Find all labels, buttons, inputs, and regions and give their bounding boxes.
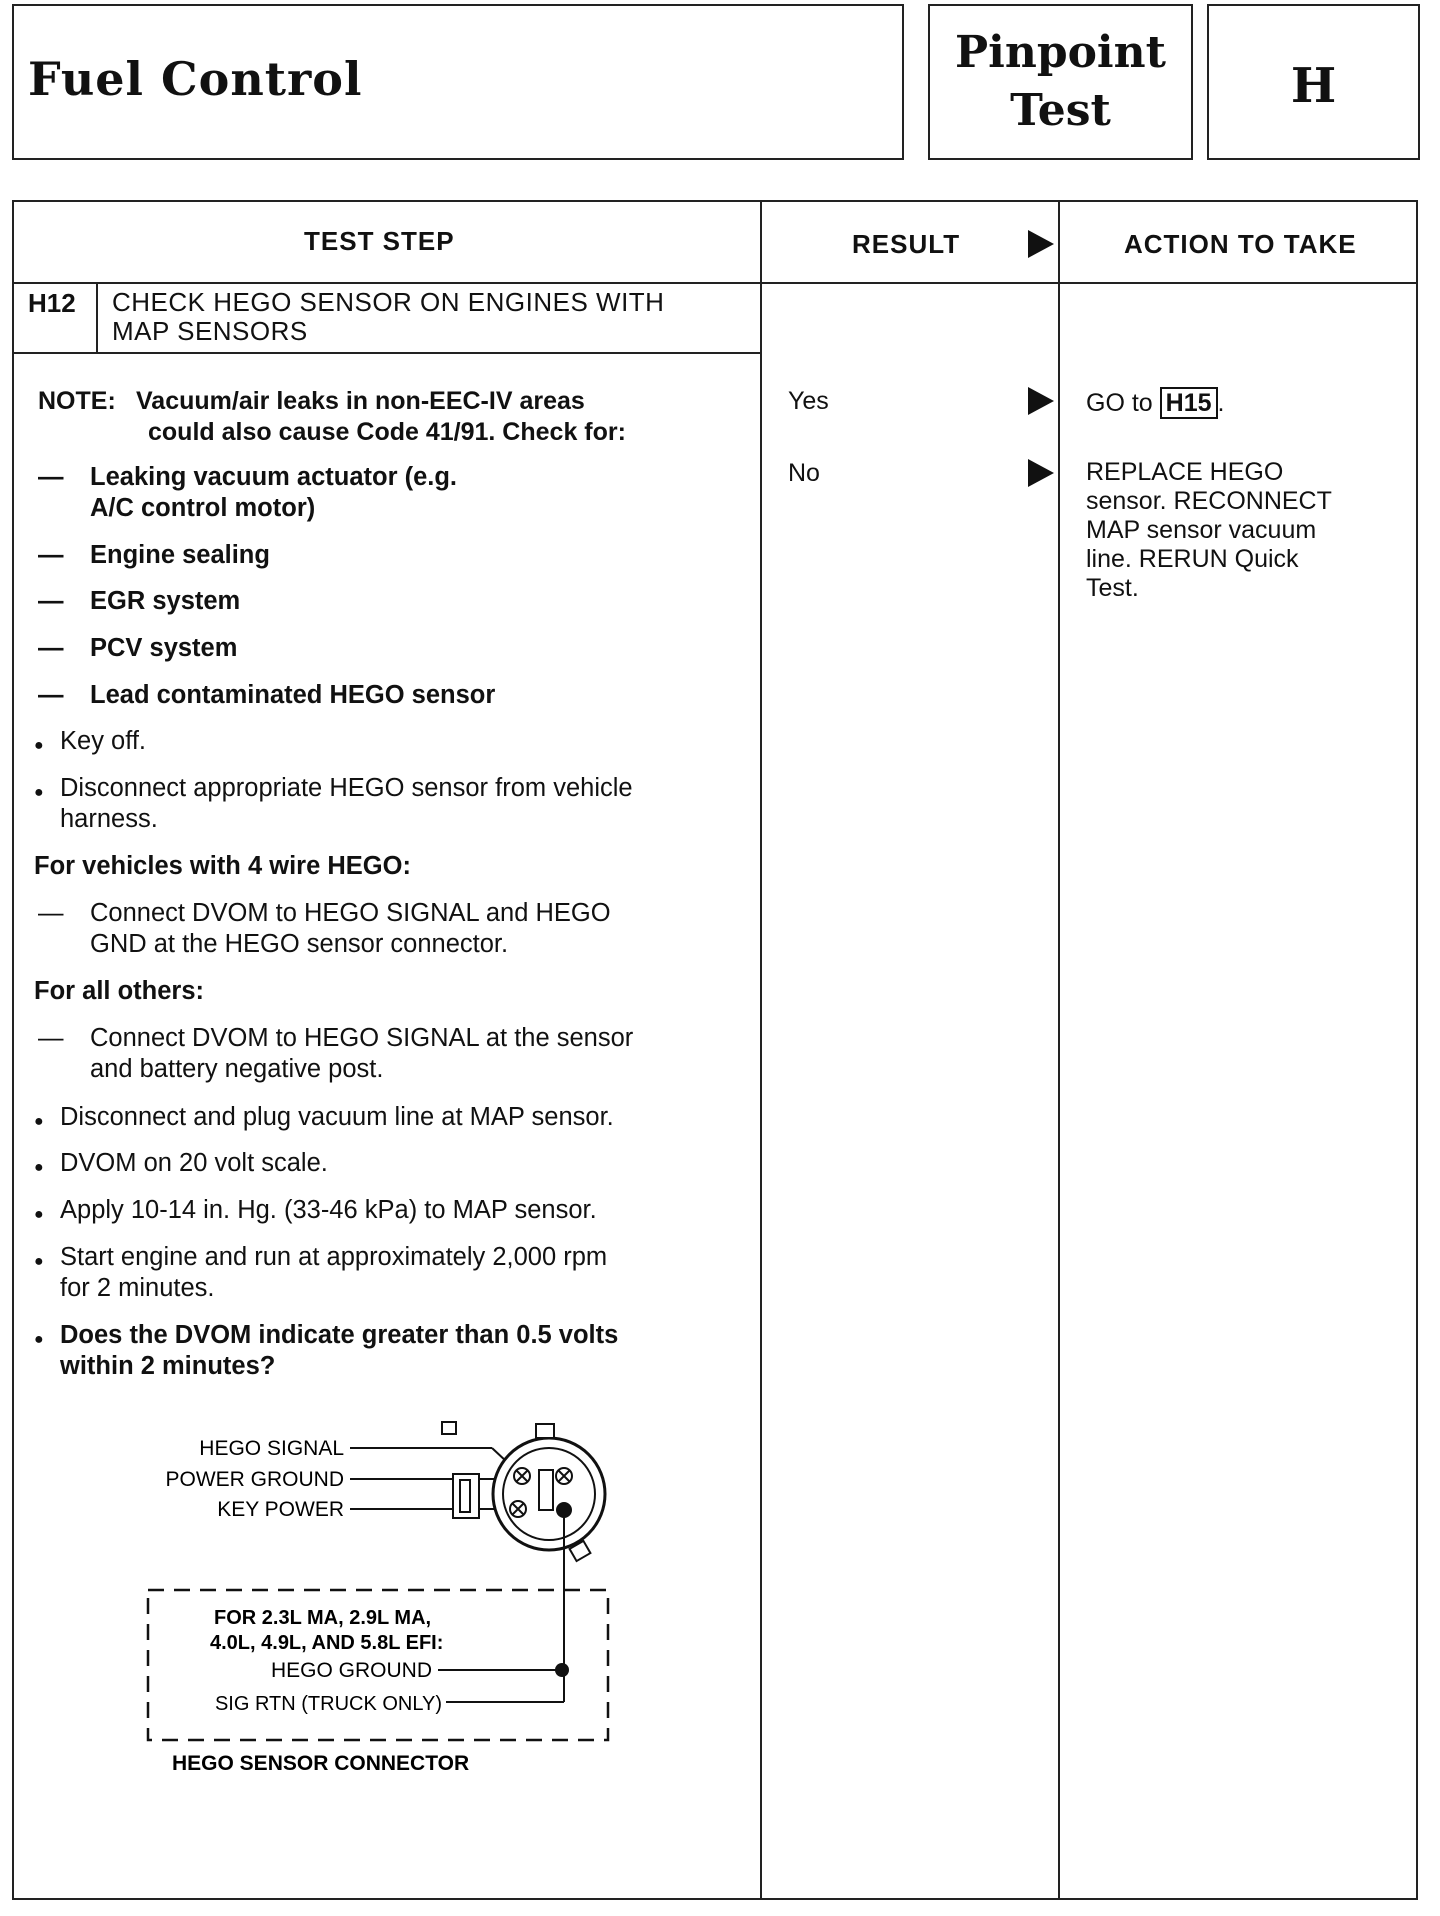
step-title: [112, 288, 664, 346]
pinpoint-test-label: [930, 24, 1191, 140]
check-item-4: [38, 633, 738, 664]
apply-vacuum-text: Apply 10-14 in. Hg. (33-46 kPa) to MAP sensor.: [60, 1196, 597, 1224]
step-start-engine: [34, 1242, 734, 1304]
step-plug-vacuum: [34, 1102, 734, 1133]
check-item-1-line2: A/C control motor): [90, 494, 316, 522]
step-apply-vacuum: [34, 1195, 734, 1226]
check-item-2-line1: Engine sealing: [90, 541, 270, 569]
bullet-icon: ●: [34, 1331, 44, 1348]
others-line1: Connect DVOM to HEGO SIGNAL at the sensor: [90, 1024, 634, 1052]
dash-marker: —: [38, 1024, 64, 1052]
section-letter: H: [1290, 58, 1337, 114]
action-no-line4: line. RERUN Quick: [1086, 545, 1299, 573]
check-item-5: [38, 680, 738, 711]
goto-h15-link[interactable]: H15: [1160, 387, 1218, 419]
step-header-divider: [14, 352, 760, 354]
step-disconnect-sensor: [34, 773, 734, 835]
step-question: [34, 1320, 734, 1382]
step-four-wire-connect: [38, 898, 738, 960]
bullet-icon: ●: [34, 1113, 44, 1130]
label-key-power: KEY POWER: [217, 1498, 344, 1521]
note-line1: Vacuum/air leaks in non-EEC-IV areas: [136, 387, 585, 415]
action-no-line5: Test.: [1086, 574, 1139, 602]
check-item-3: [38, 586, 738, 617]
hego-connector-diagram: [114, 1402, 634, 1782]
step-others-connect: [38, 1023, 738, 1085]
dash-marker: —: [38, 634, 64, 662]
dash-marker: —: [38, 681, 64, 709]
dash-marker: —: [38, 587, 64, 615]
check-item-1-line1: Leaking vacuum actuator (e.g.: [90, 463, 458, 491]
note-text: [136, 386, 626, 448]
label-hego-ground: HEGO GROUND: [270, 1659, 432, 1682]
four-wire-line2: GND at the HEGO sensor connector.: [90, 930, 509, 958]
step-id-divider: [96, 282, 98, 352]
box-line1: FOR 2.3L MA, 2.9L MA,: [214, 1607, 432, 1629]
header-row-divider: [14, 282, 1416, 284]
step-key-off: [34, 726, 734, 757]
action-no: [1086, 458, 1332, 603]
key-off-text: Key off.: [60, 727, 147, 755]
step-id: H12: [28, 288, 76, 318]
others-heading: For all others:: [34, 977, 205, 1005]
action-yes: [1086, 388, 1224, 419]
four-wire-line1: Connect DVOM to HEGO SIGNAL and HEGO: [90, 899, 611, 927]
dash-marker: —: [38, 463, 64, 491]
check-item-1: [38, 462, 738, 524]
plug-vacuum-text: Disconnect and plug vacuum line at MAP sensor.: [60, 1103, 614, 1131]
action-yes-suffix: .: [1217, 389, 1225, 417]
disconnect-line1: Disconnect appropriate HEGO sensor from vehicle: [60, 774, 633, 802]
bullet-icon: ●: [34, 1253, 44, 1270]
step-dvom-scale: [34, 1148, 734, 1179]
result-yes: Yes: [788, 387, 829, 415]
four-wire-heading: For vehicles with 4 wire HEGO:: [34, 852, 411, 880]
connector-icon: [442, 1422, 605, 1561]
column-header-result: RESULT: [852, 229, 961, 259]
question-line2: within 2 minutes?: [60, 1352, 276, 1380]
action-no-line3: MAP sensor vacuum: [1086, 516, 1317, 544]
dash-marker: —: [38, 899, 64, 927]
column-divider-1: [760, 202, 762, 1898]
section-box: [1207, 4, 1420, 160]
note-line2: could also cause Code 41/91. Check for:: [148, 418, 626, 446]
step-title-line1: CHECK HEGO SENSOR ON ENGINES WITH: [112, 287, 665, 317]
box-line2: 4.0L, 4.9L, AND 5.8L EFI:: [210, 1632, 444, 1654]
dash-marker: —: [38, 541, 64, 569]
check-item-5-line1: Lead contaminated HEGO sensor: [90, 681, 496, 709]
others-line2: and battery negative post.: [90, 1055, 384, 1083]
dvom-scale-text: DVOM on 20 volt scale.: [60, 1149, 328, 1177]
note-prefix: NOTE:: [38, 387, 116, 415]
pinpoint-line1: Pinpoint: [955, 27, 1166, 78]
diagram-caption: HEGO SENSOR CONNECTOR: [172, 1752, 470, 1775]
action-yes-prefix: GO to: [1086, 389, 1153, 417]
action-no-line1: REPLACE HEGO: [1086, 458, 1284, 486]
label-hego-signal: HEGO SIGNAL: [199, 1437, 344, 1460]
check-item-4-line1: PCV system: [90, 634, 238, 662]
test-table: [12, 200, 1418, 1900]
action-no-line2: sensor. RECONNECT: [1086, 487, 1332, 515]
result-no: No: [788, 459, 820, 487]
result-arrow-icon: [1028, 230, 1054, 258]
title-box: [12, 4, 904, 160]
step-title-line2: MAP SENSORS: [112, 316, 308, 346]
column-header-test-step: TEST STEP: [304, 226, 455, 256]
column-divider-2: [1058, 202, 1060, 1898]
disconnect-line2: harness.: [60, 805, 158, 833]
bullet-icon: ●: [34, 737, 44, 754]
start-line1: Start engine and run at approximately 2,000 rpm: [60, 1243, 608, 1271]
pinpoint-line2: Test: [1010, 85, 1111, 136]
bullet-icon: ●: [34, 784, 44, 801]
bullet-icon: ●: [34, 1206, 44, 1223]
column-header-action: ACTION TO TAKE: [1124, 229, 1357, 259]
bullet-icon: ●: [34, 1159, 44, 1176]
page-title: Fuel Control: [28, 52, 363, 106]
label-sig-rtn: SIG RTN (TRUCK ONLY): [214, 1693, 442, 1715]
check-item-2: [38, 540, 738, 571]
label-power-ground: POWER GROUND: [165, 1468, 344, 1491]
check-item-3-line1: EGR system: [90, 587, 241, 615]
pinpoint-test-box: [928, 4, 1193, 160]
result-no-arrow-icon: [1028, 459, 1054, 487]
start-line2: for 2 minutes.: [60, 1274, 215, 1302]
result-yes-arrow-icon: [1028, 387, 1054, 415]
question-line1: Does the DVOM indicate greater than 0.5 volts: [60, 1321, 619, 1349]
